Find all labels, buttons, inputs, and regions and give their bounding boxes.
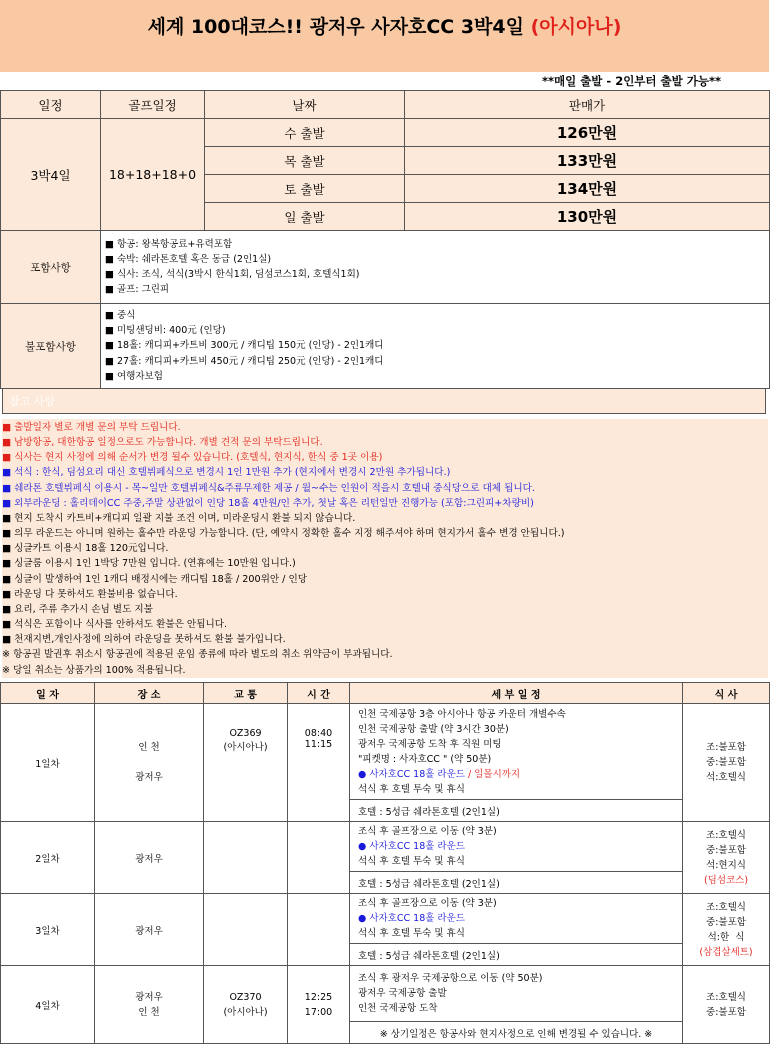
excluded-item: ■ 미팅샌딩비: 400元 (인당) bbox=[105, 325, 226, 337]
note-item bbox=[2, 632, 768, 647]
itinerary-line: 광저우 국제공항 출발 bbox=[358, 988, 447, 999]
time-cell bbox=[288, 704, 350, 822]
round-text: 사자호CC 18홀 라운드 bbox=[369, 841, 465, 852]
note-text: 항공권 발권후 취소시 항공권에 적용된 운임 종류에 따라 별도의 취소 위약금이 부과됩니다. bbox=[13, 649, 393, 661]
note-text: 남방항공, 대한항공 일정으로도 가능합니다. 개별 견적 문의 부탁드립니다. bbox=[14, 437, 323, 449]
price-cell: 130만원 bbox=[405, 203, 770, 231]
price-cell: 126만원 bbox=[405, 119, 770, 147]
notes-header: 참고 사항 bbox=[2, 388, 766, 414]
reference-mark-icon: ※ bbox=[2, 664, 11, 676]
bullet-icon: ● bbox=[358, 841, 367, 852]
inclusion-table bbox=[0, 230, 770, 389]
place-cell bbox=[95, 704, 204, 822]
included-item: ■ 골프: 그린피 bbox=[105, 284, 170, 296]
schedule-table bbox=[0, 682, 770, 1044]
schedule-row-day1 bbox=[1, 704, 770, 800]
reference-mark-icon: ※ bbox=[2, 649, 11, 661]
note-item bbox=[2, 572, 768, 587]
note-text: 싱글이 발생하여 1인 1캐디 배정시에는 캐디팁 18홀 / 200위안 / 인당 bbox=[14, 573, 307, 585]
schedule-footnote: ※ 상기일정은 항공사와 현지사정으로 인해 변경될 수 있습니다. ※ bbox=[350, 1022, 683, 1044]
note-item bbox=[2, 511, 768, 526]
included-row bbox=[1, 231, 770, 304]
note-item bbox=[2, 435, 768, 450]
golf-round-line bbox=[358, 839, 682, 854]
square-bullet-icon: ■ bbox=[2, 558, 12, 570]
note-item bbox=[2, 541, 768, 556]
meal-dinner: 석:현지식 bbox=[706, 859, 746, 871]
golf-round-line bbox=[358, 911, 682, 926]
meal-breakfast: 조:호텔식 bbox=[706, 901, 746, 913]
header-meals: 식 사 bbox=[683, 683, 770, 704]
meal-note: (삼겹살세트) bbox=[699, 946, 753, 958]
square-bullet-icon: ■ bbox=[2, 634, 12, 646]
meal-cell bbox=[683, 822, 770, 894]
itinerary-line: 조식 후 골프장으로 이동 (약 3분) bbox=[358, 826, 497, 837]
departure-time: 12:25 bbox=[304, 991, 333, 1003]
meal-cell bbox=[683, 704, 770, 822]
place-name: 광저우 bbox=[135, 771, 163, 783]
bullet-icon: ● bbox=[358, 913, 367, 924]
header-place: 장 소 bbox=[95, 683, 204, 704]
square-bullet-icon: ■ bbox=[2, 467, 12, 479]
note-text: 석식은 포함이나 식사를 안하셔도 환불은 안됩니다. bbox=[14, 619, 228, 631]
meal-note: (딤섬코스) bbox=[703, 874, 749, 886]
meal-lunch: 중:불포함 bbox=[706, 1006, 746, 1018]
time-cell bbox=[288, 822, 350, 894]
meal-breakfast: 조:호텔식 bbox=[706, 829, 746, 841]
excluded-item: ■ 여행자보험 bbox=[105, 370, 163, 382]
square-bullet-icon: ■ bbox=[2, 543, 12, 555]
note-text: 라운딩 다 못하셔도 환불비용 없습니다. bbox=[14, 588, 178, 600]
note-text: 요리, 주류 추가시 손님 별도 지불 bbox=[14, 603, 153, 615]
itinerary-line: 광저우 국제공항 도착 후 직원 미팅 bbox=[358, 738, 502, 750]
header-details: 세 부 일 정 bbox=[350, 683, 683, 704]
itinerary-cell: 3박4일 bbox=[1, 119, 101, 231]
transport-cell bbox=[204, 894, 288, 966]
note-text: 현지 도착시 카트비+캐디피 일괄 지불 조건 이며, 미라운딩시 환불 되지 않습니다. bbox=[14, 512, 356, 524]
included-item: ■ 항공: 왕복항공료+유력포함 bbox=[105, 238, 233, 250]
excluded-label: 불포함사항 bbox=[1, 304, 101, 389]
transport-cell bbox=[204, 822, 288, 894]
header-itinerary: 일정 bbox=[1, 91, 101, 119]
price-cell: 134만원 bbox=[405, 175, 770, 203]
excluded-item: ■ 27홀: 캐디피+카트비 450元 / 캐디팁 250元 (인당) - 2인1캐디 bbox=[105, 355, 384, 367]
place-name: 광저우 bbox=[95, 894, 204, 966]
square-bullet-icon: ■ bbox=[2, 528, 12, 540]
golf-cell: 18+18+18+0 bbox=[101, 119, 205, 231]
transport-cell bbox=[204, 966, 288, 1044]
place-name: 인 천 bbox=[138, 741, 160, 753]
title-airline: (아시아나) bbox=[530, 16, 622, 38]
schedule-row-day2 bbox=[1, 822, 770, 872]
day-label: 2일차 bbox=[1, 822, 95, 894]
excluded-item: ■ 18홀: 캐디피+카트비 300元 / 캐디팁 150元 (인당) - 2인1캐디 bbox=[105, 340, 384, 352]
square-bullet-icon: ■ bbox=[2, 512, 12, 524]
meal-breakfast: 조:호텔식 bbox=[706, 991, 746, 1003]
arrival-time: 17:00 bbox=[304, 1006, 333, 1018]
schedule-row-day4 bbox=[1, 966, 770, 1022]
title-main: 세계 100대코스!! 광저우 사자호CC 3박4일 bbox=[147, 16, 524, 38]
round-text: 사자호CC 18홀 라운드 bbox=[369, 913, 465, 924]
day-cell: 목 출발 bbox=[205, 147, 405, 175]
itinerary-line: 석식 후 호텔 투숙 및 휴식 bbox=[358, 856, 465, 867]
notes-list bbox=[2, 419, 768, 678]
included-item: ■ 숙박: 쉐라톤호텔 혹은 동급 (2인1실) bbox=[105, 253, 272, 265]
itinerary-cell bbox=[350, 704, 683, 800]
airline-name: (아시아나) bbox=[223, 742, 268, 753]
day-cell: 수 출발 bbox=[205, 119, 405, 147]
header-day: 일 자 bbox=[1, 683, 95, 704]
note-item bbox=[2, 526, 768, 541]
transport-cell bbox=[204, 704, 288, 822]
square-bullet-icon: ■ bbox=[2, 588, 12, 600]
note-item bbox=[2, 663, 768, 678]
daily-note-text: **매일 출발 - 2인부터 출발 가능** bbox=[541, 74, 721, 88]
itinerary-line: 석식 후 호텔 투숙 및 휴식 bbox=[358, 928, 465, 939]
note-item bbox=[2, 496, 768, 511]
daily-departure-note bbox=[0, 72, 769, 90]
note-item bbox=[2, 617, 768, 632]
price-header-row bbox=[1, 91, 770, 119]
itinerary-cell bbox=[350, 894, 683, 944]
note-text: 싱글카트 이용시 18홀 120元입니다. bbox=[14, 543, 169, 555]
meal-breakfast: 조:불포함 bbox=[706, 742, 746, 753]
excluded-list bbox=[101, 304, 770, 389]
note-text: 출발일자 별로 개별 문의 부탁 드립니다. bbox=[14, 422, 181, 433]
itinerary-line: 인천 국제공항 3층 아시아나 항공 카운터 개별수속 bbox=[358, 708, 566, 720]
itinerary-line: 조식 후 광저우 국제공항으로 이동 (약 50분) bbox=[358, 973, 543, 984]
departure-time: 08:40 bbox=[304, 728, 333, 739]
square-bullet-icon: ■ bbox=[2, 482, 12, 494]
day-label: 4일차 bbox=[1, 966, 95, 1044]
itinerary-line: 석식 후 호텔 투숙 및 휴식 bbox=[358, 783, 465, 795]
itinerary-line: 인천 국제공항 출발 (약 3시간 30분) bbox=[358, 723, 509, 735]
itinerary-line: "피켓명 : 사자호CC " (약 50분) bbox=[358, 753, 492, 765]
bullet-icon: ● bbox=[358, 768, 367, 780]
header-transport: 교 통 bbox=[204, 683, 288, 704]
note-item bbox=[2, 587, 768, 602]
note-item bbox=[2, 450, 768, 465]
note-item bbox=[2, 465, 768, 480]
place-name: 광저우 bbox=[135, 991, 163, 1003]
meal-lunch: 중:불포함 bbox=[706, 757, 746, 768]
arrival-time: 11:15 bbox=[304, 739, 333, 750]
excluded-item: ■ 중식 bbox=[105, 310, 136, 321]
day-cell: 토 출발 bbox=[205, 175, 405, 203]
note-text: 외부라운딩 : 홀리데이CC 주중,주말 상관없이 인당 18홀 4만원/인 추가, 첫날 혹은 리턴일만 진행가능 (포함:그린피+차량비) bbox=[14, 497, 534, 509]
square-bullet-icon: ■ bbox=[2, 603, 12, 615]
note-item bbox=[2, 647, 768, 662]
day-label: 3일차 bbox=[1, 894, 95, 966]
note-item bbox=[2, 481, 768, 496]
note-item bbox=[2, 556, 768, 571]
square-bullet-icon: ■ bbox=[2, 452, 12, 464]
time-cell bbox=[288, 894, 350, 966]
note-text: 식사는 현지 사정에 의해 순서가 변경 될수 있습니다. (호텔식, 현지식, 한식 중 1곳 이용) bbox=[14, 452, 383, 464]
included-label: 포함사항 bbox=[1, 231, 101, 304]
note-text: 천재지변,개인사정에 의하여 라운딩을 못하셔도 환불 불가입니다. bbox=[14, 634, 286, 646]
included-list bbox=[101, 231, 770, 304]
price-cell: 133만원 bbox=[405, 147, 770, 175]
place-name: 인 천 bbox=[138, 1006, 160, 1018]
header-golf: 골프일정 bbox=[101, 91, 205, 119]
price-table bbox=[0, 90, 770, 231]
airline-name: (아시아나) bbox=[223, 1006, 268, 1018]
itinerary-line: 인천 국제공항 도착 bbox=[358, 1003, 438, 1014]
page-title bbox=[0, 0, 769, 72]
flight-number: OZ370 bbox=[229, 991, 262, 1003]
hotel-info: 호텔 : 5성급 쉐라톤호텔 (2인1실) bbox=[350, 872, 683, 894]
square-bullet-icon: ■ bbox=[2, 619, 12, 631]
hotel-info: 호텔 : 5성급 쉐라톤호텔 (2인1실) bbox=[350, 944, 683, 966]
itinerary-cell bbox=[350, 822, 683, 872]
price-row bbox=[1, 119, 770, 147]
note-item bbox=[2, 420, 768, 435]
meal-cell bbox=[683, 966, 770, 1044]
time-cell bbox=[288, 966, 350, 1044]
included-item: ■ 식사: 조식, 석식(3박시 한식1회, 딤섬코스1회, 호텔식1회) bbox=[105, 269, 360, 280]
place-cell bbox=[95, 966, 204, 1044]
meal-dinner: 석:한 식 bbox=[707, 931, 745, 943]
square-bullet-icon: ■ bbox=[2, 497, 12, 509]
round-text: 사자호CC 18홀 라운드 bbox=[369, 768, 465, 780]
itinerary-cell bbox=[350, 966, 683, 1022]
note-text: 당일 취소는 상품가의 100% 적용됩니다. bbox=[13, 664, 186, 676]
square-bullet-icon: ■ bbox=[2, 437, 12, 449]
flight-number: OZ369 bbox=[229, 728, 262, 739]
itinerary-line: 조식 후 골프장으로 이동 (약 3분) bbox=[358, 898, 497, 909]
round-extra: / 일몰시까지 bbox=[464, 768, 521, 780]
header-time: 시 간 bbox=[288, 683, 350, 704]
header-date: 날짜 bbox=[205, 91, 405, 119]
hotel-info: 호텔 : 5성급 쉐라톤호텔 (2인1실) bbox=[350, 800, 683, 822]
meal-lunch: 중:불포함 bbox=[706, 916, 746, 928]
square-bullet-icon: ■ bbox=[2, 422, 12, 433]
meal-cell bbox=[683, 894, 770, 966]
note-text: 싱글룸 이용시 1인 1박당 7만원 입니다. (연휴에는 10만원 입니다.) bbox=[14, 558, 296, 570]
excluded-row bbox=[1, 304, 770, 389]
golf-round-line bbox=[358, 767, 682, 782]
meal-lunch: 중:불포함 bbox=[706, 844, 746, 856]
note-text: 의무 라운드는 아니며 원하는 홀수만 라운딩 가능합니다. (단, 예약시 정확한 홀수 지정 해주셔야 하며 현지가서 홀수 변경 안됩니다.) bbox=[14, 528, 565, 540]
note-item bbox=[2, 602, 768, 617]
meal-dinner: 석:호텔식 bbox=[706, 772, 746, 783]
day-label: 1일차 bbox=[1, 704, 95, 822]
schedule-row-day3 bbox=[1, 894, 770, 944]
square-bullet-icon: ■ bbox=[2, 573, 12, 585]
day-cell: 일 출발 bbox=[205, 203, 405, 231]
header-price: 판매가 bbox=[405, 91, 770, 119]
place-name: 광저우 bbox=[95, 822, 204, 894]
note-text: 쉐라톤 호텔뷔페식 이용시 - 목~일만 호텔뷔페식&주류무제한 제공 / 월~수는 인원이 적을시 호텔내 중식당으로 대체 됩니다. bbox=[14, 482, 535, 494]
note-text: 석식 : 한식, 딤섬요리 대신 호텔뷔페식으로 변경시 1인 1만원 추가 (현지에서 변경시 2만원 추가됩니다.) bbox=[14, 467, 451, 479]
schedule-header-row bbox=[1, 683, 770, 704]
